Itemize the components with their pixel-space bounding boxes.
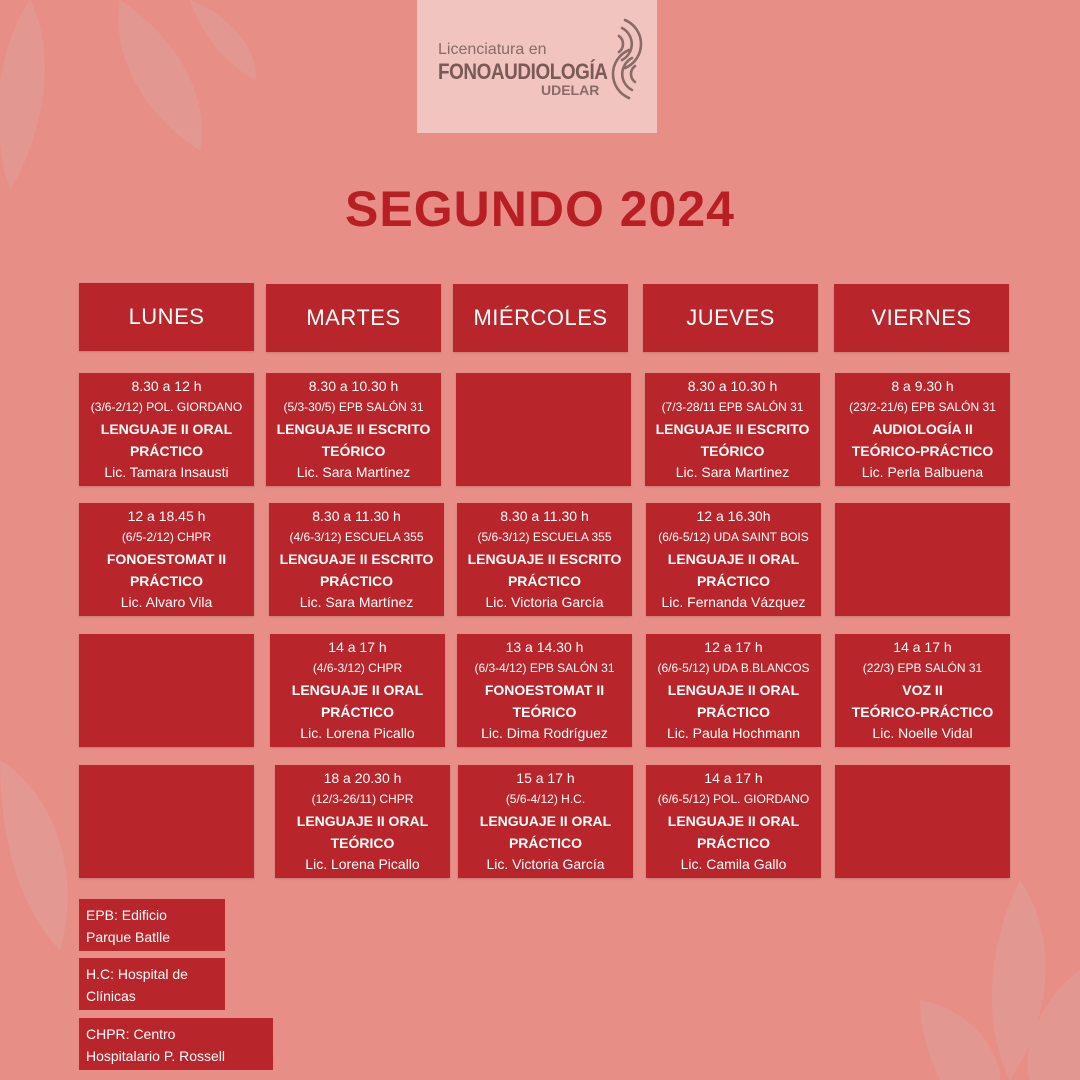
class-professor: Lic. Alvaro Vila	[120, 594, 213, 610]
logo-line-3: UDELAR	[541, 82, 600, 98]
class-time: 13 a 14.30 h	[505, 639, 584, 655]
class-place: (5/6-3/12) ESCUELA 355	[477, 530, 612, 544]
class-modality: TEÓRICO	[512, 704, 577, 720]
class-time: 12 a 18.45 h	[127, 508, 206, 524]
class-professor: Lic. Victoria García	[485, 594, 604, 610]
class-place: (3/6-2/12) POL. GIORDANO	[90, 400, 243, 414]
class-professor: Lic. Noelle Vidal	[872, 725, 973, 741]
day-header: MARTES	[266, 284, 441, 352]
class-subject: LENGUAJE II ORAL	[296, 813, 429, 829]
leaf-decoration-bottom-right	[900, 880, 1080, 1080]
class-place: (4/6-3/12) ESCUELA 355	[289, 530, 424, 544]
class-modality: PRÁCTICO	[129, 443, 204, 459]
class-modality: PRÁCTICO	[320, 704, 395, 720]
day-header: VIERNES	[834, 284, 1009, 352]
class-modality: PRÁCTICO	[696, 573, 771, 589]
class-subject: LENGUAJE II ESCRITO	[279, 551, 434, 567]
legend-item	[79, 958, 225, 1010]
legend-text: Parque Batlle	[86, 929, 171, 945]
class-place: (5/3-30/5) EPB SALÓN 31	[283, 400, 424, 414]
class-time: 8.30 a 11.30 h	[312, 508, 401, 524]
class-subject: LENGUAJE II ORAL	[667, 551, 800, 567]
legend-text: Hospitalario P. Rossell	[86, 1048, 226, 1064]
logo-line-1: Licenciatura en	[438, 41, 547, 58]
class-cell	[646, 765, 821, 878]
empty-cell	[456, 373, 631, 486]
class-place: (12/3-26/11) CHPR	[311, 792, 414, 806]
class-cell	[270, 634, 445, 747]
class-subject: VOZ II	[902, 682, 943, 698]
class-cell	[458, 765, 633, 878]
class-cell	[275, 765, 450, 878]
class-time: 14 a 17 h	[328, 639, 387, 655]
class-modality: PRÁCTICO	[319, 573, 394, 589]
class-professor: Lic. Perla Balbuena	[861, 464, 984, 480]
class-modality: TEÓRICO-PRÁCTICO	[851, 443, 994, 459]
class-professor: Lic. Tamara Insausti	[104, 464, 229, 480]
class-professor: Lic. Fernanda Vázquez	[661, 594, 806, 610]
class-time: 8.30 a 11.30 h	[500, 508, 589, 524]
class-cell	[457, 634, 632, 747]
class-subject: LENGUAJE II ESCRITO	[276, 421, 431, 437]
class-subject: FONOESTOMAT II	[484, 682, 605, 698]
class-professor: Lic. Victoria García	[486, 856, 605, 872]
class-subject: LENGUAJE II ESCRITO	[467, 551, 622, 567]
class-modality: PRÁCTICO	[507, 573, 582, 589]
class-time: 12 a 16.30h	[696, 508, 771, 524]
class-time: 8 a 9.30 h	[891, 378, 954, 394]
class-cell	[79, 373, 254, 486]
class-modality: PRÁCTICO	[696, 704, 771, 720]
legend-text: Clínicas	[86, 988, 136, 1004]
class-modality: PRÁCTICO	[696, 835, 771, 851]
class-subject: LENGUAJE II ORAL	[667, 682, 800, 698]
class-professor: Lic. Dima Rodríguez	[481, 725, 608, 741]
class-cell	[835, 373, 1010, 486]
class-cell	[646, 503, 821, 616]
class-time: 15 a 17 h	[516, 770, 575, 786]
class-time: 18 a 20.30 h	[323, 770, 402, 786]
class-place: (6/3-4/12) EPB SALÓN 31	[474, 661, 615, 675]
class-professor: Lic. Lorena Picallo	[300, 725, 415, 741]
class-subject: LENGUAJE II ESCRITO	[655, 421, 810, 437]
day-header: JUEVES	[643, 284, 818, 352]
class-modality: TEÓRICO	[700, 443, 765, 459]
class-time: 14 a 17 h	[704, 770, 763, 786]
class-modality: TEÓRICO	[321, 443, 386, 459]
legend-item	[79, 899, 225, 951]
class-modality: PRÁCTICO	[508, 835, 583, 851]
class-subject: LENGUAJE II ORAL	[291, 682, 424, 698]
class-place: (4/6-3/12) CHPR	[312, 661, 403, 675]
class-place: (6/5-2/12) CHPR	[121, 530, 212, 544]
class-professor: Lic. Camila Gallo	[680, 856, 787, 872]
class-modality: PRÁCTICO	[129, 573, 204, 589]
class-place: (6/6-5/12) UDA SAINT BOIS	[658, 530, 809, 544]
empty-cell	[79, 765, 254, 878]
class-professor: Lic. Sara Martínez	[675, 464, 790, 480]
class-professor: Lic. Sara Martínez	[299, 594, 414, 610]
logo-line-2: FONOAUDIOLOGÍA	[438, 59, 608, 84]
class-cell	[266, 373, 441, 486]
day-header: LUNES	[79, 283, 254, 351]
class-place: (6/6-5/12) UDA B.BLANCOS	[657, 661, 810, 675]
empty-cell	[835, 765, 1010, 878]
class-time: 12 a 17 h	[704, 639, 763, 655]
class-cell	[79, 503, 254, 616]
class-time: 8.30 a 10.30 h	[687, 378, 778, 394]
class-time: 8.30 a 10.30 h	[308, 378, 399, 394]
program-logo	[417, 0, 657, 133]
class-cell	[269, 503, 444, 616]
class-subject: FONOESTOMAT II	[106, 551, 227, 567]
class-professor: Lic. Lorena Picallo	[305, 856, 420, 872]
sound-waves-icon	[603, 14, 653, 114]
legend-item	[79, 1018, 273, 1070]
class-place: (23/2-21/6) EPB SALÓN 31	[849, 400, 996, 414]
class-subject: LENGUAJE II ORAL	[479, 813, 612, 829]
class-subject: LENGUAJE II ORAL	[667, 813, 800, 829]
class-cell	[646, 634, 821, 747]
class-subject: AUDIOLOGÍA II	[872, 421, 973, 437]
class-subject: LENGUAJE II ORAL	[100, 421, 233, 437]
class-cell	[457, 503, 632, 616]
legend-text: H.C: Hospital de	[86, 966, 188, 982]
class-professor: Lic. Sara Martínez	[296, 464, 411, 480]
class-place: (6/6-5/12) POL. GIORDANO	[657, 792, 810, 806]
class-place: (7/3-28/11 EPB SALÓN 31	[661, 400, 804, 414]
class-modality: TEÓRICO	[330, 835, 395, 851]
page-title: SEGUNDO 2024	[345, 181, 735, 237]
class-place: (22/3) EPB SALÓN 31	[862, 661, 983, 675]
class-modality: TEÓRICO-PRÁCTICO	[851, 704, 994, 720]
class-time: 14 a 17 h	[893, 639, 952, 655]
empty-cell	[79, 634, 254, 747]
class-cell	[835, 634, 1010, 747]
legend-text: EPB: Edificio	[86, 907, 167, 923]
legend-text: CHPR: Centro	[86, 1026, 176, 1042]
class-time: 8.30 a 12 h	[131, 378, 202, 394]
class-place: (5/6-4/12) H.C.	[505, 792, 586, 806]
class-professor: Lic. Paula Hochmann	[666, 725, 801, 741]
class-cell	[645, 373, 820, 486]
day-header: MIÉRCOLES	[453, 284, 628, 352]
empty-cell	[835, 503, 1010, 616]
